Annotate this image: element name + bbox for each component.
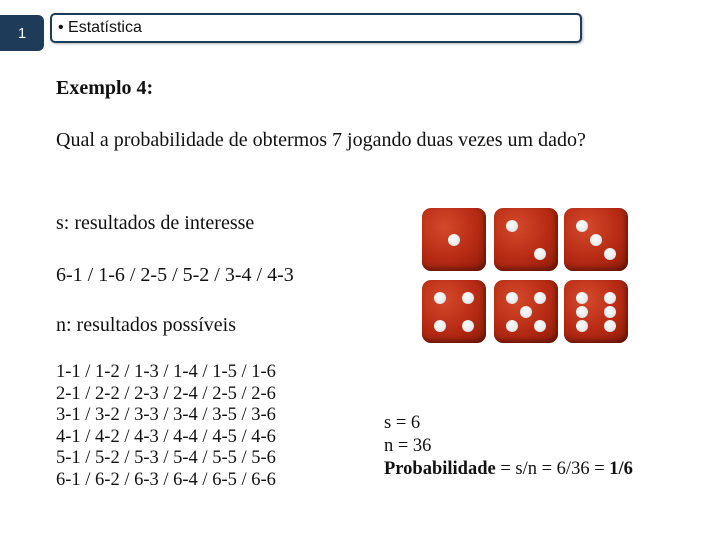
outcomes-row: 4-1 / 4-2 / 4-3 / 4-4 / 4-5 / 4-6 xyxy=(56,426,276,447)
example-title: Exemplo 4: xyxy=(56,77,154,99)
die-face-6 xyxy=(564,280,628,343)
result-probability xyxy=(384,458,633,481)
slide-number: 1 xyxy=(0,15,44,51)
n-label: n: resultados possíveis xyxy=(56,314,236,336)
die-pip xyxy=(434,320,446,332)
outcomes-row: 2-1 / 2-2 / 2-3 / 2-4 / 2-5 / 2-6 xyxy=(56,383,276,404)
outcomes-list xyxy=(56,362,276,492)
die-pip xyxy=(604,306,616,318)
die-face-1 xyxy=(422,208,486,271)
die-pip xyxy=(576,220,588,232)
die-pip xyxy=(534,248,546,260)
die-face-5 xyxy=(494,280,558,343)
outcomes-row: 5-1 / 5-2 / 5-3 / 5-4 / 5-5 / 5-6 xyxy=(56,448,276,469)
dice-image xyxy=(422,208,632,345)
section-header: • Estatística xyxy=(50,13,582,43)
die-pip xyxy=(462,320,474,332)
die-pip xyxy=(506,292,518,304)
result-block xyxy=(384,412,633,481)
outcomes-row: 3-1 / 3-2 / 3-3 / 3-4 / 3-5 / 3-6 xyxy=(56,405,276,426)
die-pip xyxy=(506,220,518,232)
question-text: Qual a probabilidade de obtermos 7 jogando duas vezes um dado? xyxy=(56,129,586,151)
die-pip xyxy=(576,306,588,318)
die-face-4 xyxy=(422,280,486,343)
result-n: n = 36 xyxy=(384,436,432,456)
die-pip xyxy=(590,234,602,246)
die-face-2 xyxy=(494,208,558,271)
die-pip xyxy=(534,292,546,304)
probability-value: 1/6 xyxy=(609,459,633,479)
probability-formula: = s/n = 6/36 = xyxy=(495,459,610,479)
s-label: s: resultados de interesse xyxy=(56,212,255,234)
outcomes-row: 6-1 / 6-2 / 6-3 / 6-4 / 6-5 / 6-6 xyxy=(56,469,276,490)
die-pip xyxy=(434,292,446,304)
die-pip xyxy=(604,320,616,332)
s-values: 6-1 / 1-6 / 2-5 / 5-2 / 3-4 / 4-3 xyxy=(56,264,294,286)
die-pip xyxy=(520,306,532,318)
die-pip xyxy=(462,292,474,304)
outcomes-row: 1-1 / 1-2 / 1-3 / 1-4 / 1-5 / 1-6 xyxy=(56,362,276,382)
result-s: s = 6 xyxy=(384,413,421,433)
die-pip xyxy=(604,248,616,260)
die-pip xyxy=(576,292,588,304)
die-pip xyxy=(604,292,616,304)
die-face-3 xyxy=(564,208,628,271)
die-pip xyxy=(506,320,518,332)
die-pip xyxy=(448,234,460,246)
die-pip xyxy=(534,320,546,332)
die-pip xyxy=(576,320,588,332)
probability-label: Probabilidade xyxy=(384,459,496,479)
